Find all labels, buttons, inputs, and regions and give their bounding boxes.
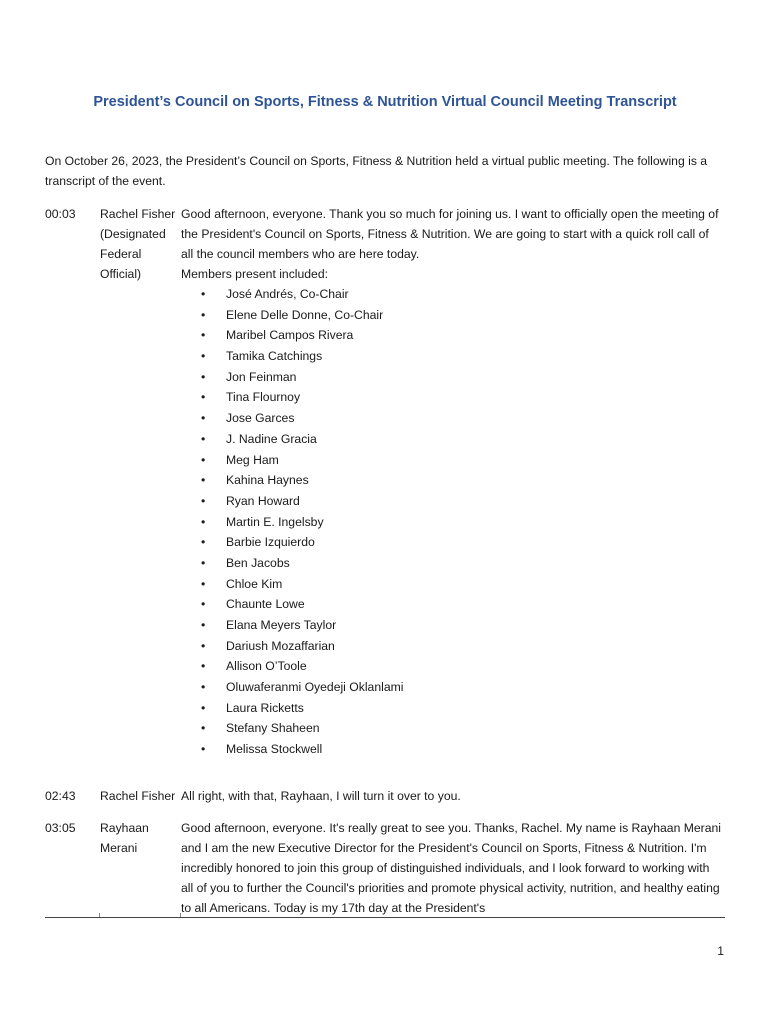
- speech-text: Good afternoon, everyone. It's really great to see you. Thanks, Rachel. My name is Rayhaan Merani and I am the new Executive Director for the President's Council on Sports, Fitness & Nutrition. I'm incredibly honored to join this group of distinguished individuals, and I look forward to working with all of you to further the Council's priorities and promote physical activity, nutrition, and healthy eating to all Americans. Today is my 17th day at the President's: [181, 821, 721, 915]
- intro-paragraph: On October 26, 2023, the President’s Council on Sports, Fitness & Nutrition held a virtual public meeting. The following is a transcript of the event.: [45, 154, 708, 188]
- page-divider: [45, 917, 725, 918]
- speech-paragraph: Good afternoon, everyone. Thank you so much for joining us. I want to officially open the meeting of the President's Council on Sports, Fitness & Nutrition. We are going to start with a quick roll call of all the council members who are here today.: [181, 207, 719, 261]
- timestamp: 00:03: [45, 207, 76, 221]
- list-item: • Meg Ham: [181, 450, 721, 471]
- list-item: • Melissa Stockwell: [181, 739, 721, 760]
- list-item: • Laura Ricketts: [181, 698, 721, 719]
- list-item: • Ben Jacobs: [181, 553, 721, 574]
- list-item: • Jose Garces: [181, 408, 721, 429]
- list-item: • José Andrés, Co-Chair: [181, 284, 721, 305]
- list-item: • Barbie Izquierdo: [181, 532, 721, 553]
- members-list: [181, 284, 721, 760]
- list-item: • Chloe Kim: [181, 574, 721, 595]
- speaker-name: Rachel Fisher (Designated Federal Official): [100, 207, 176, 281]
- list-item: • Allison O’Toole: [181, 656, 721, 677]
- speech-text: [181, 204, 721, 760]
- speech-text: All right, with that, Rayhaan, I will turn it over to you.: [181, 789, 461, 803]
- list-item: • Oluwaferanmi Oyedeji Oklanlami: [181, 677, 721, 698]
- speaker-name: Rayhaan Merani: [100, 821, 149, 855]
- list-item: • Elene Delle Donne, Co-Chair: [181, 305, 721, 326]
- timestamp: 03:05: [45, 821, 76, 835]
- list-item: • Tina Flournoy: [181, 387, 721, 408]
- list-item: • J. Nadine Gracia: [181, 429, 721, 450]
- list-item: • Elana Meyers Taylor: [181, 615, 721, 636]
- speaker-name: Rachel Fisher: [100, 789, 176, 803]
- list-item: • Stefany Shaheen: [181, 718, 721, 739]
- list-item: • Tamika Catchings: [181, 346, 721, 367]
- list-item: • Kahina Haynes: [181, 470, 721, 491]
- list-item: • Maribel Campos Rivera: [181, 325, 721, 346]
- members-heading: Members present included:: [181, 267, 328, 281]
- page-number: 1: [717, 944, 724, 958]
- list-item: • Chaunte Lowe: [181, 594, 721, 615]
- list-item: • Martin E. Ingelsby: [181, 512, 721, 533]
- timestamp: 02:43: [45, 789, 76, 803]
- page-title: President’s Council on Sports, Fitness & Nutrition Virtual Council Meeting Transcript: [93, 94, 677, 110]
- list-item: • Dariush Mozaffarian: [181, 636, 721, 657]
- list-item: • Ryan Howard: [181, 491, 721, 512]
- list-item: • Jon Feinman: [181, 367, 721, 388]
